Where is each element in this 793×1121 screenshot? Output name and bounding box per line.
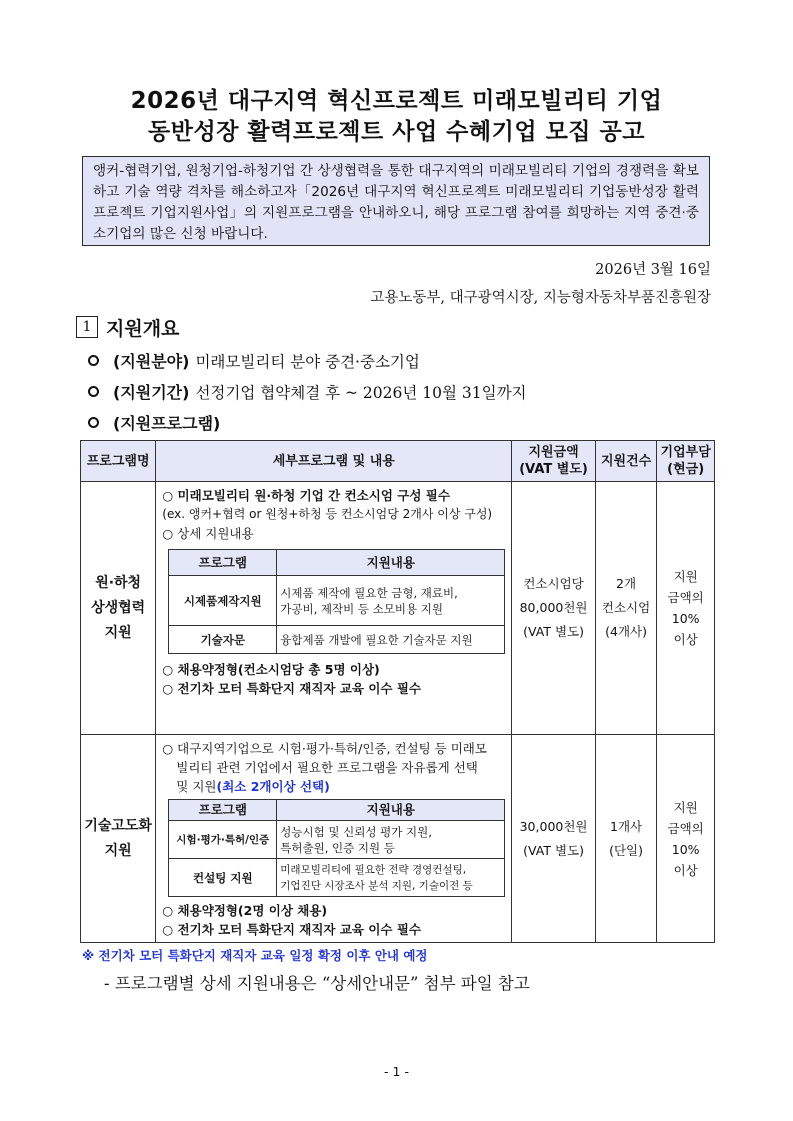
header-amount: 지원금액 (VAT 별도): [512, 441, 596, 482]
section-header: [76, 314, 179, 340]
title-line-2: 동반성장 활력프로젝트 사업 수혜기업 모집 공고: [148, 119, 645, 145]
bullet-support-program: [88, 411, 226, 434]
inner-table: 프로그램 지원내용 시제품제작지원 시제품 제작에 필요한 금형, 재료비, 가공비, 제작비 등 소모비용 지원 기술자문 융합제품 개발에 필요한 기술자문 지원: [168, 549, 505, 654]
support-count: 2개 컨소시엄 (4개사): [595, 482, 656, 735]
support-amount: 컨소시엄당 80,000천원 (VAT 별도): [512, 482, 596, 735]
support-amount: 30,000천원 (VAT 별도): [512, 735, 596, 943]
attachment-note: - 프로그램별 상세 지원내용은 “상세안내문” 첨부 파일 참고: [104, 974, 530, 993]
header-program: 프로그램명: [81, 441, 156, 482]
program-detail: ○ 미래모빌리티 원·하청 기업 간 컨소시엄 구성 필수 (ex. 앵커+협력 or 원청+하청 등 컨소시엄당 2개사 이상 구성) ○ 상세 지원내용 프로그램 지원내용 시제품제작지원 시제품 제작에 필요한 금형, 재료비, 가공비, 제작비 등 소모비용 지원 기술자문 융합제품 개발에 필요한 기술자문 지원 ○ 채용약정형(컨소시엄당 총 5명 이상) ○ 전기차 모터 특화단지 재직자 교육 이수 필수: [156, 482, 512, 735]
header-count: 지원건수: [595, 441, 656, 482]
table-row: [81, 482, 715, 735]
company-burden: 지원 금액의 10% 이상: [657, 482, 715, 735]
program-table: [80, 440, 715, 943]
announcement-date: 2026년 3월 16일: [595, 262, 711, 278]
highlight-text: (최소 2개이상 선택): [216, 779, 330, 794]
table-row: [81, 735, 715, 943]
bullet-support-field: [88, 349, 420, 372]
document-title: [0, 86, 793, 148]
title-line-1: 2026년 대구지역 혁신프로젝트 미래모빌리티 기업: [130, 88, 663, 114]
program-name: 원·하청 상생협력 지원: [81, 482, 156, 735]
bullet-value: 미래모빌리티 분야 중견·중소기업: [195, 352, 420, 371]
footnote: ※ 전기차 모터 특화단지 재직자 교육 일정 확정 이후 안내 예정: [82, 948, 428, 963]
program-name: 기술고도화 지원: [81, 735, 156, 943]
table-header-row: [81, 441, 715, 482]
section-number: 1: [76, 316, 98, 338]
header-burden: 기업부담 (현금): [657, 441, 715, 482]
company-burden: 지원 금액의 10% 이상: [657, 735, 715, 943]
circle-bullet-icon: [88, 417, 99, 428]
section-title: 지원개요: [106, 317, 180, 340]
program-detail: ○ 대구지역기업으로 시험·평가·특허/인증, 컨설팅 등 미래모 빌리티 관련 기업에서 필요한 프로그램을 자유롭게 선택 및 지원(최소 2개이상 선택) 프로그램 지원내용 시험·평가·특허/인증 성능시험 및 신뢰성 평가 지원, 특허출원, 인증 지원 등 컨설팅 지원 미래모빌리티에 필요한 전략 경영컨설팅, 기업진단 시장조사 분석 지원, 기술이전 등 ○ 채용약정형(2명 이상 채용) ○ 전기차 모터 특화단지 재직자 교육 이수 필수: [156, 735, 512, 943]
circle-bullet-icon: [88, 355, 99, 366]
bullet-label: (지원분야): [113, 352, 190, 371]
notice-box: 앵커-협력기업, 원청기업-하청기업 간 상생협력을 통한 대구지역의 미래모빌리티 기업의 경쟁력을 확보하고 기술 역량 격차를 해소하고자「2026년 대구지역 혁신프로젝트 미래모빌리티 기업동반성장 활력프로젝트 기업지원사업」의 지원프로그램을 안내하오니, 해당 프로그램 참여를 희망하는 지역 중견·중소기업의 많은 신청 바랍니다.: [82, 156, 710, 246]
bullet-label: (지원기간): [113, 383, 190, 402]
page-number: - 1 -: [384, 1064, 409, 1079]
circle-bullet-icon: [88, 386, 99, 397]
inner-table: 프로그램 지원내용 시험·평가·특허/인증 성능시험 및 신뢰성 평가 지원, 특허출원, 인증 지원 등 컨설팅 지원 미래모빌리티에 필요한 전략 경영컨설팅, 기업진단 시장조사 분석 지원, 기술이전 등: [168, 799, 505, 897]
issuing-organizations: 고용노동부, 대구광역시장, 지능형자동차부품진흥원장: [370, 290, 711, 306]
bullet-label: (지원프로그램): [113, 414, 221, 433]
support-count: 1개사 (단일): [595, 735, 656, 943]
bullet-value: 선정기업 협약체결 후 ~ 2026년 10월 31일까지: [195, 383, 527, 402]
header-detail: 세부프로그램 및 내용: [156, 441, 512, 482]
bullet-support-period: [88, 380, 527, 403]
